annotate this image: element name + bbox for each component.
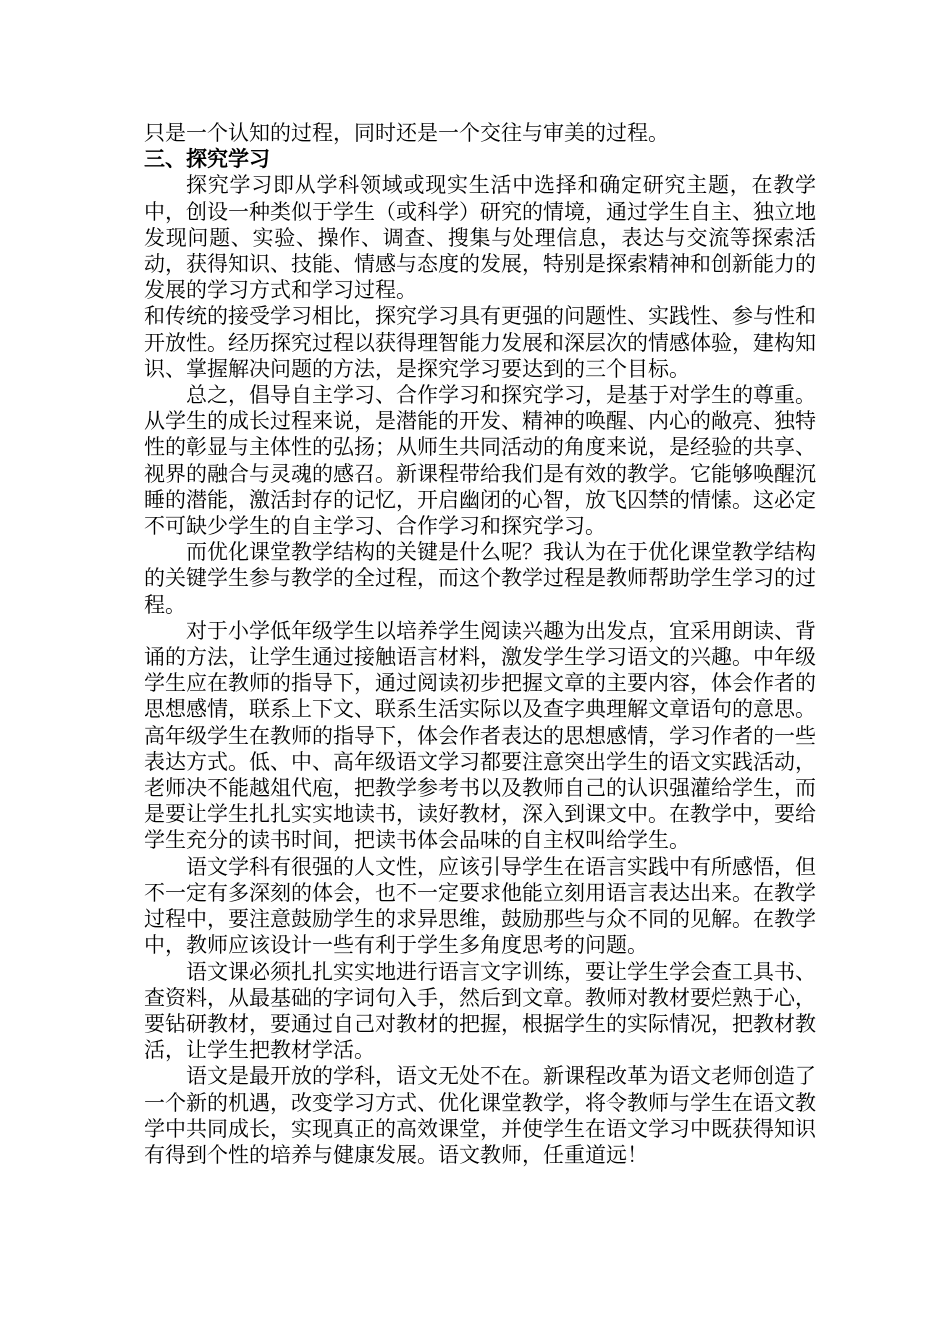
document-body [144, 120, 816, 1168]
section-heading: 三、探究学习 [144, 147, 270, 172]
paragraph-language-training: 语文课必须扎扎实实地进行语言文字训练，要让学生学会查工具书、查资料，从最基础的字词句入手，然后到文章。教师对教材要烂熟于心，要钻研教材，要通过自己对教材的把握，根据学生的实际情况，把教材教活，让学生把教材学活。 [144, 959, 816, 1063]
paragraph-summary: 总之，倡导自主学习、合作学习和探究学习，是基于对学生的尊重。从学生的成长过程来说，是潜能的开发、精神的唤醒、内心的敞亮、独特性的彰显与主体性的弘扬；从师生共同活动的角度来说，是经验的共享、视界的融合与灵魂的感召。新课程带给我们是有效的教学。它能够唤醒沉睡的潜能，激活封存的记忆，开启幽闭的心智，放飞囚禁的情愫。这必定不可缺少学生的自主学习、合作学习和探究学习。 [144, 383, 816, 539]
paragraph-conclusion: 语文是最开放的学科，语文无处不在。新课程改革为语文老师创造了一个新的机遇，改变学习方式、优化课堂教学，将令教师与学生在语文教学中共同成长，实现真正的高效课堂，并使学生在语文学习中既获得知识有得到个性的培养与健康发展。语文教师，任重道远！ [144, 1064, 816, 1167]
paragraph-inquiry-comparison: 和传统的接受学习相比，探究学习具有更强的问题性、实践性、参与性和开放性。经历探究过程以获得理智能力发展和深层次的情感体验，建构知识、掌握解决问题的方法，是探究学习要达到的三个目标。 [144, 304, 816, 381]
paragraph-grade-levels: 对于小学低年级学生以培养学生阅读兴趣为出发点，宜采用朗读、背诵的方法，让学生通过接触语言材料，激发学生学习语文的兴趣。中年级学生应在教师的指导下，通过阅读初步把握文章的主要内容，体会作者的思想感情，联系上下文、联系生活实际以及查字典理解文章语句的意思。高年级学生在教师的指导下，体会作者表达的思想感情，学习作者的一些表达方式。低、中、高年级语文学习都要注意突出学生的语文实践活动，老师决不能越俎代庖，把教学参考书以及教师自己的认识强灌给学生，而是要让学生扎扎实实地读书，读好教材，深入到课文中。在教学中，要给学生充分的读书时间，把读书体会品味的自主权叫给学生。 [144, 618, 816, 853]
paragraph-humanistic: 语文学科有很强的人文性，应该引导学生在语言实践中有所感悟，但不一定有多深刻的体会，也不一定要求他能立刻用语言表达出来。在教学过程中，要注意鼓励学生的求异思维，鼓励那些与众不同的见解。在教学中，教师应该设计一些有利于学生多角度思考的问题。 [144, 854, 816, 958]
continued-text: 只是一个认知的过程，同时还是一个交往与审美的过程。 [144, 121, 669, 145]
paragraph-inquiry-definition: 探究学习即从学科领域或现实生活中选择和确定研究主题，在教学中，创设一种类似于学生（或科学）研究的情境，通过学生自主、独立地发现问题、实验、操作、调查、搜集与处理信息，表达与交流等探索活动，获得知识、技能、情感与态度的发展，特别是探索精神和创新能力的发展的学习方式和学习过程。 [144, 173, 816, 303]
paragraph-classroom-structure: 而优化课堂教学结构的关键是什么呢？我认为在于优化课堂教学结构的关键学生参与教学的全过程，而这个教学过程是教师帮助学生学习的过程。 [144, 540, 816, 617]
